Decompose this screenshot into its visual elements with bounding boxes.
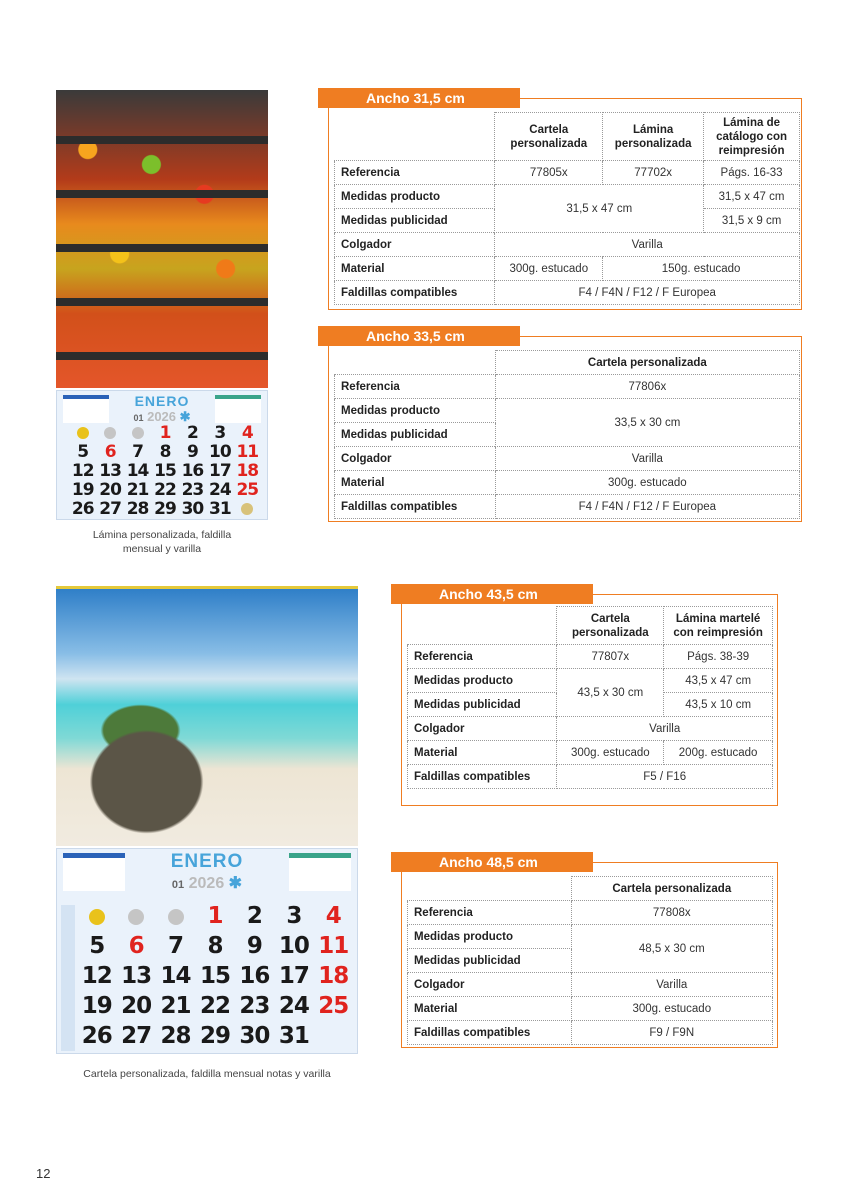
row-label: Material [408, 741, 557, 765]
spec-table [334, 350, 800, 519]
column-header: Cartela personalizada [495, 351, 799, 375]
day-cell: 25 [236, 480, 259, 500]
row-label: Faldillas compatibles [335, 495, 496, 519]
day-cell [314, 1023, 353, 1053]
cell: 77805x [495, 161, 603, 185]
cell: 33,5 x 30 cm [495, 399, 799, 447]
moon-phase-icon [89, 909, 105, 925]
cell: 200g. estucado [664, 741, 773, 765]
cell: 31,5 x 47 cm [704, 185, 800, 209]
cell: 31,5 x 9 cm [704, 209, 800, 233]
day-cell: 21 [160, 993, 191, 1019]
day-cell: 24 [278, 993, 309, 1019]
cell: 150g. estucado [603, 257, 800, 281]
spec-table [407, 876, 773, 1045]
cell: 77807x [557, 645, 664, 669]
day-cell: 5 [89, 933, 105, 959]
column-header: Cartela personalizada [571, 877, 772, 901]
year: 2026 [188, 875, 225, 892]
row-label: Material [408, 997, 572, 1021]
day-cell: 29 [199, 1023, 230, 1049]
row-label: Faldillas compatibles [408, 765, 557, 789]
cell: 43,5 x 10 cm [664, 693, 773, 717]
moon-phase-icon [241, 503, 253, 515]
cell: 77806x [495, 375, 799, 399]
day-cell: 18 [318, 963, 349, 989]
page-number: 12 [36, 1166, 51, 1181]
row-label: Material [335, 471, 496, 495]
day-cell: 19 [81, 993, 112, 1019]
section-title: Ancho 33,5 cm [318, 326, 520, 346]
cell: F5 / F16 [557, 765, 773, 789]
snowflake-icon: ✱ [228, 875, 243, 892]
day-cell: 12 [81, 963, 112, 989]
spec-table-43-5 [391, 584, 778, 806]
week-numbers-column [61, 905, 75, 1051]
cell: Varilla [495, 447, 799, 471]
cell: 300g. estucado [495, 471, 799, 495]
moon-phase-icon [77, 427, 89, 439]
spec-table-31-5 [318, 88, 802, 310]
day-cell: 7 [168, 933, 184, 959]
spec-table-33-5 [318, 326, 802, 522]
day-cell: 19 [71, 480, 94, 500]
day-cell: 26 [81, 1023, 112, 1049]
cell: 300g. estucado [557, 741, 664, 765]
section-title: Ancho 48,5 cm [391, 852, 593, 872]
day-cell: 24 [209, 480, 231, 500]
day-cell: 18 [236, 461, 259, 481]
day-cell [116, 903, 155, 933]
row-label: Colgador [408, 973, 572, 997]
cell: Varilla [571, 973, 772, 997]
day-cell: 11 [318, 933, 349, 959]
moon-phase-icon [132, 427, 144, 439]
row-label: Medidas producto [408, 669, 557, 693]
empty-corner [408, 877, 572, 901]
day-cell: 22 [154, 480, 176, 500]
month-number: 01 [171, 879, 185, 891]
day-cell: 31 [278, 1023, 309, 1049]
row-label: Faldillas compatibles [408, 1021, 572, 1045]
day-cell: 22 [199, 993, 230, 1019]
row-label: Medidas producto [335, 185, 495, 209]
month-name: ENERO [134, 393, 190, 409]
calendar-sample-1 [56, 90, 268, 520]
day-cell: 15 [199, 963, 230, 989]
fruit-shelf-photo [56, 90, 268, 388]
day-cell: 8 [159, 442, 171, 462]
day-cell: 3 [286, 903, 302, 929]
empty-corner [335, 351, 496, 375]
day-cell: 12 [71, 461, 94, 481]
day-cell [124, 423, 151, 442]
day-cell: 4 [241, 423, 253, 443]
day-cell: 2 [187, 423, 198, 443]
cell: Págs. 16-33 [704, 161, 800, 185]
day-cell: 8 [207, 933, 223, 959]
day-cell: 27 [121, 1023, 152, 1049]
calendar-2-caption: Cartela personalizada, faldilla mensual notas y varilla [83, 1068, 331, 1080]
day-cell: 20 [121, 993, 152, 1019]
day-cell: 4 [325, 903, 341, 929]
calendar-1-caption: Lámina personalizada, faldilla mensual y varilla [92, 529, 232, 555]
cell: 31,5 x 47 cm [495, 185, 704, 233]
day-cell: 10 [209, 442, 231, 462]
cell: 43,5 x 47 cm [664, 669, 773, 693]
spec-table [407, 606, 773, 789]
row-label: Colgador [335, 447, 496, 471]
row-label: Colgador [408, 717, 557, 741]
spec-table [334, 112, 800, 305]
empty-corner [335, 113, 495, 161]
cell: 43,5 x 30 cm [557, 669, 664, 717]
day-cell [234, 499, 261, 518]
month-name: ENERO [170, 851, 244, 872]
row-label: Faldillas compatibles [335, 281, 495, 305]
day-cell: 28 [160, 1023, 191, 1049]
section-title: Ancho 43,5 cm [391, 584, 593, 604]
calendar-sample-2 [56, 586, 358, 1054]
row-label: Referencia [335, 375, 496, 399]
day-cell: 3 [214, 423, 226, 443]
row-label: Medidas producto [335, 399, 496, 423]
day-cell [156, 903, 195, 933]
snowflake-icon: ✱ [179, 409, 191, 424]
row-label: Referencia [408, 901, 572, 925]
day-cell: 16 [239, 963, 270, 989]
row-label: Medidas publicidad [335, 209, 495, 233]
row-label: Medidas producto [408, 925, 572, 949]
moon-phase-icon [168, 909, 184, 925]
day-cell: 29 [154, 499, 176, 519]
beach-photo [56, 586, 358, 846]
column-header: Cartela personalizada [557, 607, 664, 645]
day-cell: 23 [239, 993, 270, 1019]
cell: 300g. estucado [495, 257, 603, 281]
calendar-days-grid [69, 423, 261, 518]
row-label: Medidas publicidad [408, 949, 572, 973]
day-cell: 13 [99, 461, 121, 481]
day-cell: 25 [318, 993, 349, 1019]
day-cell: 30 [181, 499, 204, 519]
cell: 77702x [603, 161, 704, 185]
calendar-header [57, 851, 357, 893]
column-header: Lámina personalizada [603, 113, 704, 161]
day-cell: 26 [71, 499, 94, 519]
day-cell: 5 [77, 442, 89, 462]
day-cell: 31 [209, 499, 231, 519]
day-cell: 2 [246, 903, 262, 929]
day-cell: 1 [159, 423, 171, 443]
day-cell [69, 423, 96, 442]
day-cell [77, 903, 116, 933]
day-cell: 20 [99, 480, 121, 500]
day-cell: 17 [278, 963, 309, 989]
day-cell: 1 [207, 903, 223, 929]
day-cell: 23 [181, 480, 204, 500]
cell: Varilla [557, 717, 773, 741]
column-header: Lámina martelé con reimpresión [664, 607, 773, 645]
monthly-calendar-pad [56, 390, 268, 520]
day-cell: 10 [278, 933, 309, 959]
section-title: Ancho 31,5 cm [318, 88, 520, 108]
empty-corner [408, 607, 557, 645]
day-cell: 7 [132, 442, 143, 462]
cell: F9 / F9N [571, 1021, 772, 1045]
day-cell: 9 [246, 933, 262, 959]
cell: Varilla [495, 233, 800, 257]
spec-table-48-5 [391, 852, 778, 1048]
calendar-days-grid [77, 903, 353, 1053]
day-cell: 9 [187, 442, 198, 462]
column-header: Cartela personalizada [495, 113, 603, 161]
cell: F4 / F4N / F12 / F Europea [495, 495, 799, 519]
day-cell: 30 [239, 1023, 270, 1049]
day-cell: 13 [121, 963, 152, 989]
cell: 77808x [571, 901, 772, 925]
day-cell: 17 [209, 461, 231, 481]
calendar-header [57, 393, 267, 425]
cell: 48,5 x 30 cm [571, 925, 772, 973]
row-label: Medidas publicidad [335, 423, 496, 447]
day-cell: 27 [99, 499, 121, 519]
day-cell [96, 423, 123, 442]
day-cell: 21 [126, 480, 149, 500]
day-cell: 15 [154, 461, 176, 481]
day-cell: 16 [181, 461, 204, 481]
day-cell: 6 [128, 933, 144, 959]
moon-phase-icon [104, 427, 116, 439]
row-label: Material [335, 257, 495, 281]
day-cell: 11 [236, 442, 259, 462]
day-cell: 28 [126, 499, 149, 519]
row-label: Referencia [408, 645, 557, 669]
day-cell: 14 [126, 461, 149, 481]
monthly-calendar-pad [56, 848, 358, 1054]
moon-phase-icon [128, 909, 144, 925]
row-label: Medidas publicidad [408, 693, 557, 717]
row-label: Colgador [335, 233, 495, 257]
row-label: Referencia [335, 161, 495, 185]
column-header: Lámina de catálogo con reimpresión [704, 113, 800, 161]
cell: 300g. estucado [571, 997, 772, 1021]
day-cell: 14 [160, 963, 191, 989]
cell: F4 / F4N / F12 / F Europea [495, 281, 800, 305]
cell: Págs. 38-39 [664, 645, 773, 669]
day-cell: 6 [104, 442, 116, 462]
month-number: 01 [133, 413, 144, 423]
year: 2026 [147, 409, 177, 424]
